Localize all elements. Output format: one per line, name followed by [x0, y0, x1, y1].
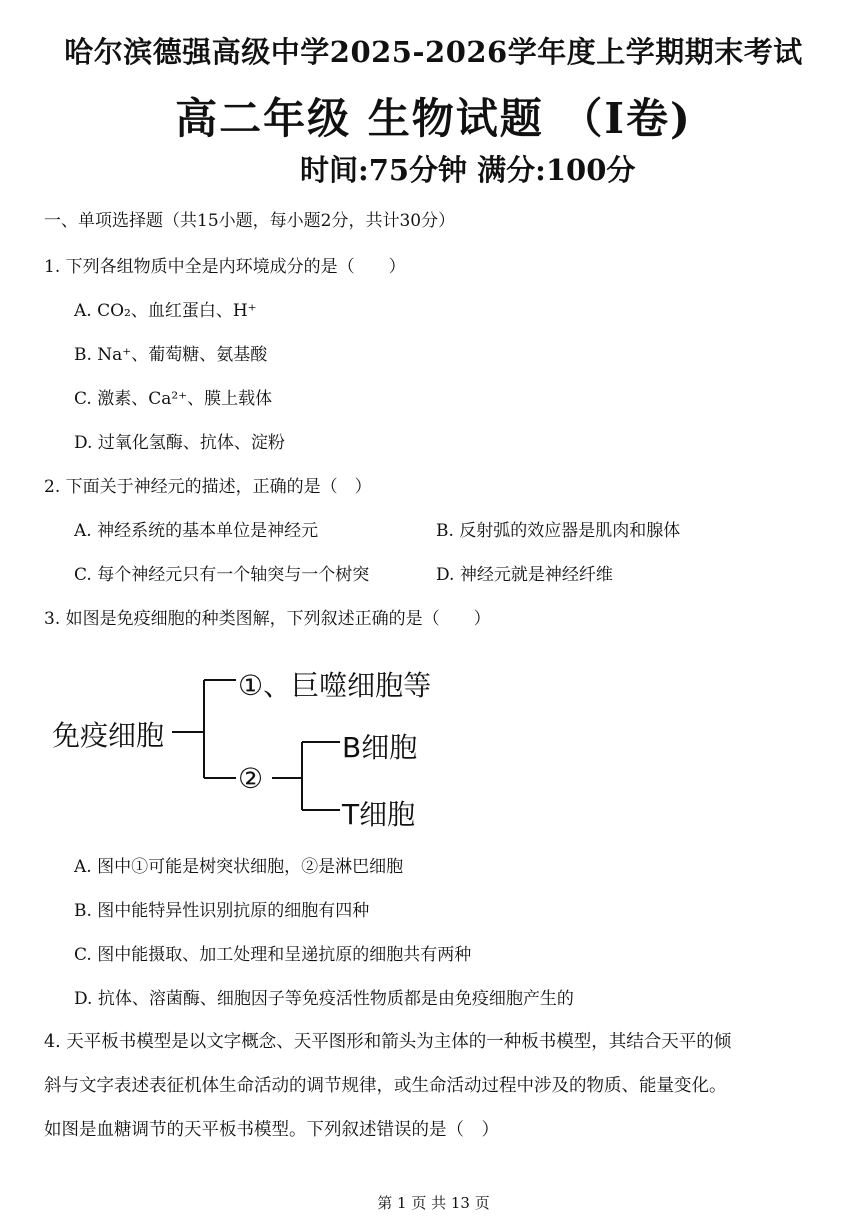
question-1-option-a: A. CO₂、血红蛋白、H⁺ [74, 301, 257, 321]
question-4-line-2: 斜与文字表述表征机体生命活动的调节规律，或生命活动过程中涉及的物质、能量变化。 [44, 1076, 727, 1096]
diagram-root-label: 免疫细胞 [52, 719, 165, 752]
question-3-option-b: B. 图中能特异性识别抗原的细胞有四种 [74, 901, 370, 921]
question-3-stem: 3. 如图是免疫细胞的种类图解，下列叙述正确的是（ ） [44, 609, 491, 629]
question-1-option-c: C. 激素、Ca²⁺、膜上载体 [74, 389, 273, 409]
question-3-option-d: D. 抗体、溶菌酶、细胞因子等免疫活性物质都是由免疫细胞产生的 [74, 989, 574, 1009]
question-1-stem: 1. 下列各组物质中全是内环境成分的是（ ） [44, 257, 406, 277]
question-4-line-3: 如图是血糖调节的天平板书模型。下列叙述错误的是（ ） [44, 1120, 499, 1140]
diagram-leaf-t-label: T细胞 [342, 798, 416, 831]
question-3-option-a: A. 图中①可能是树突状细胞，②是淋巴细胞 [74, 857, 404, 877]
immune-cell-diagram [0, 650, 867, 840]
exam-title: 哈尔滨德强高级中学2025-2026学年度上学期期末考试 [64, 35, 803, 69]
diagram-leaf-b-label: B细胞 [342, 731, 418, 764]
question-2-option-a: A. 神经系统的基本单位是神经元 [74, 521, 319, 541]
question-3-option-c: C. 图中能摄取、加工处理和呈递抗原的细胞共有两种 [74, 945, 472, 965]
diagram-branch-1-label: ①、巨噬细胞等 [238, 669, 432, 702]
exam-time-score: 时间:75分钟 满分:100分 [300, 153, 636, 187]
question-1-option-d: D. 过氧化氢酶、抗体、淀粉 [74, 433, 285, 453]
diagram-branch-2-label: ② [238, 762, 264, 795]
question-4-line-1: 4. 天平板书模型是以文字概念、天平图形和箭头为主体的一种板书模型，其结合天平的倾 [44, 1032, 732, 1052]
question-2-option-d: D. 神经元就是神经纤维 [436, 565, 613, 585]
section-heading: 一、单项选择题（共15小题，每小题2分，共计30分） [44, 211, 456, 231]
question-2-option-b: B. 反射弧的效应器是肌肉和腺体 [436, 521, 681, 541]
question-2-stem: 2. 下面关于神经元的描述，正确的是（ ） [44, 477, 372, 497]
paper-title: 高二年级 生物试题 （Ⅰ卷) [175, 94, 692, 143]
question-1-option-b: B. Na⁺、葡萄糖、氨基酸 [74, 345, 268, 365]
page-footer: 第 1 页 共 13 页 [377, 1194, 490, 1212]
question-2-option-c: C. 每个神经元只有一个轴突与一个树突 [74, 565, 370, 585]
